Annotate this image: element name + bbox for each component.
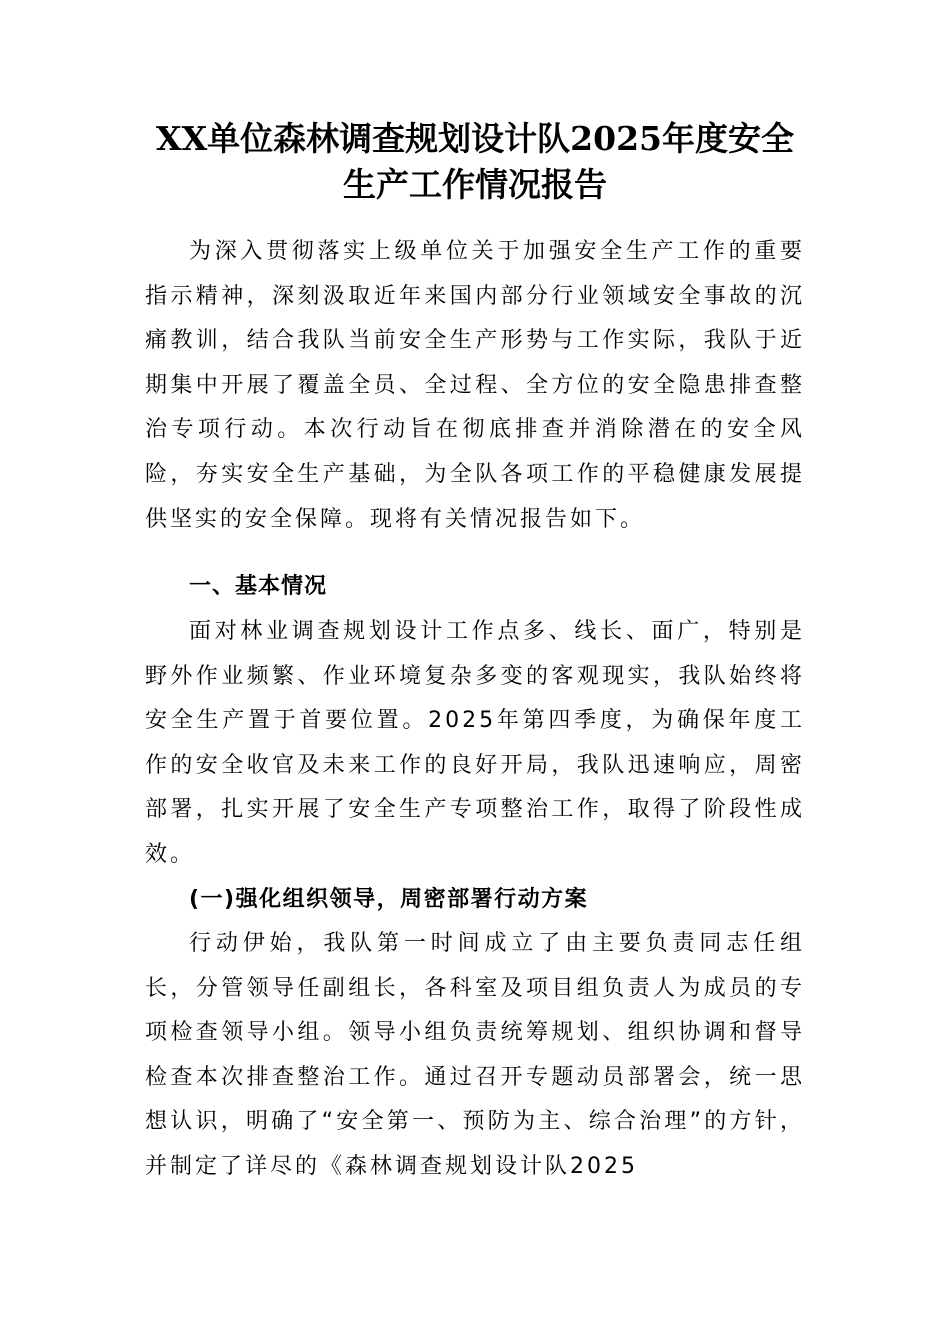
subsection-heading-organization: (一)强化组织领导，周密部署行动方案 [189, 887, 589, 912]
basic-situation-paragraph: 面对林业调查规划设计工作点多、线长、面广，特别是野外作业频繁、作业环境复杂多变的客观现实，我队始终将安全生产置于首要位置。2025年第四季度，为确保年度工作的安全收官及未来工作的良好开局，我队迅速响应，周密部署，扎实开展了安全生产专项整治工作，取得了阶段性成效。 [145, 619, 805, 867]
organization-paragraph: 行动伊始，我队第一时间成立了由主要负责同志任组长，分管领导任副组长，各科室及项目组负责人为成员的专项检查领导小组。领导小组负责统筹规划、组织协调和督导检查本次排查整治工作。通过召开专题动员部署会，统一思想认识，明确了“安全第一、预防为主、综合治理”的方针，并制定了详尽的《森林调查规划设计队2025 [145, 931, 805, 1179]
intro-paragraph: 为深入贯彻落实上级单位关于加强安全生产工作的重要指示精神，深刻汲取近年来国内部分行业领域安全事故的沉痛教训，结合我队当前安全生产形势与工作实际，我队于近期集中开展了覆盖全员、全过程、全方位的安全隐患排查整治专项行动。本次行动旨在彻底排查并消除潜在的安全风险，夯实安全生产基础，为全队各项工作的平稳健康发展提供坚实的安全保障。现将有关情况报告如下。 [145, 239, 805, 532]
section-heading-basic-situation: 一、基本情况 [189, 574, 328, 599]
document-title: XX单位森林调查规划设计队2025年度安全生产工作情况报告 [155, 119, 795, 204]
